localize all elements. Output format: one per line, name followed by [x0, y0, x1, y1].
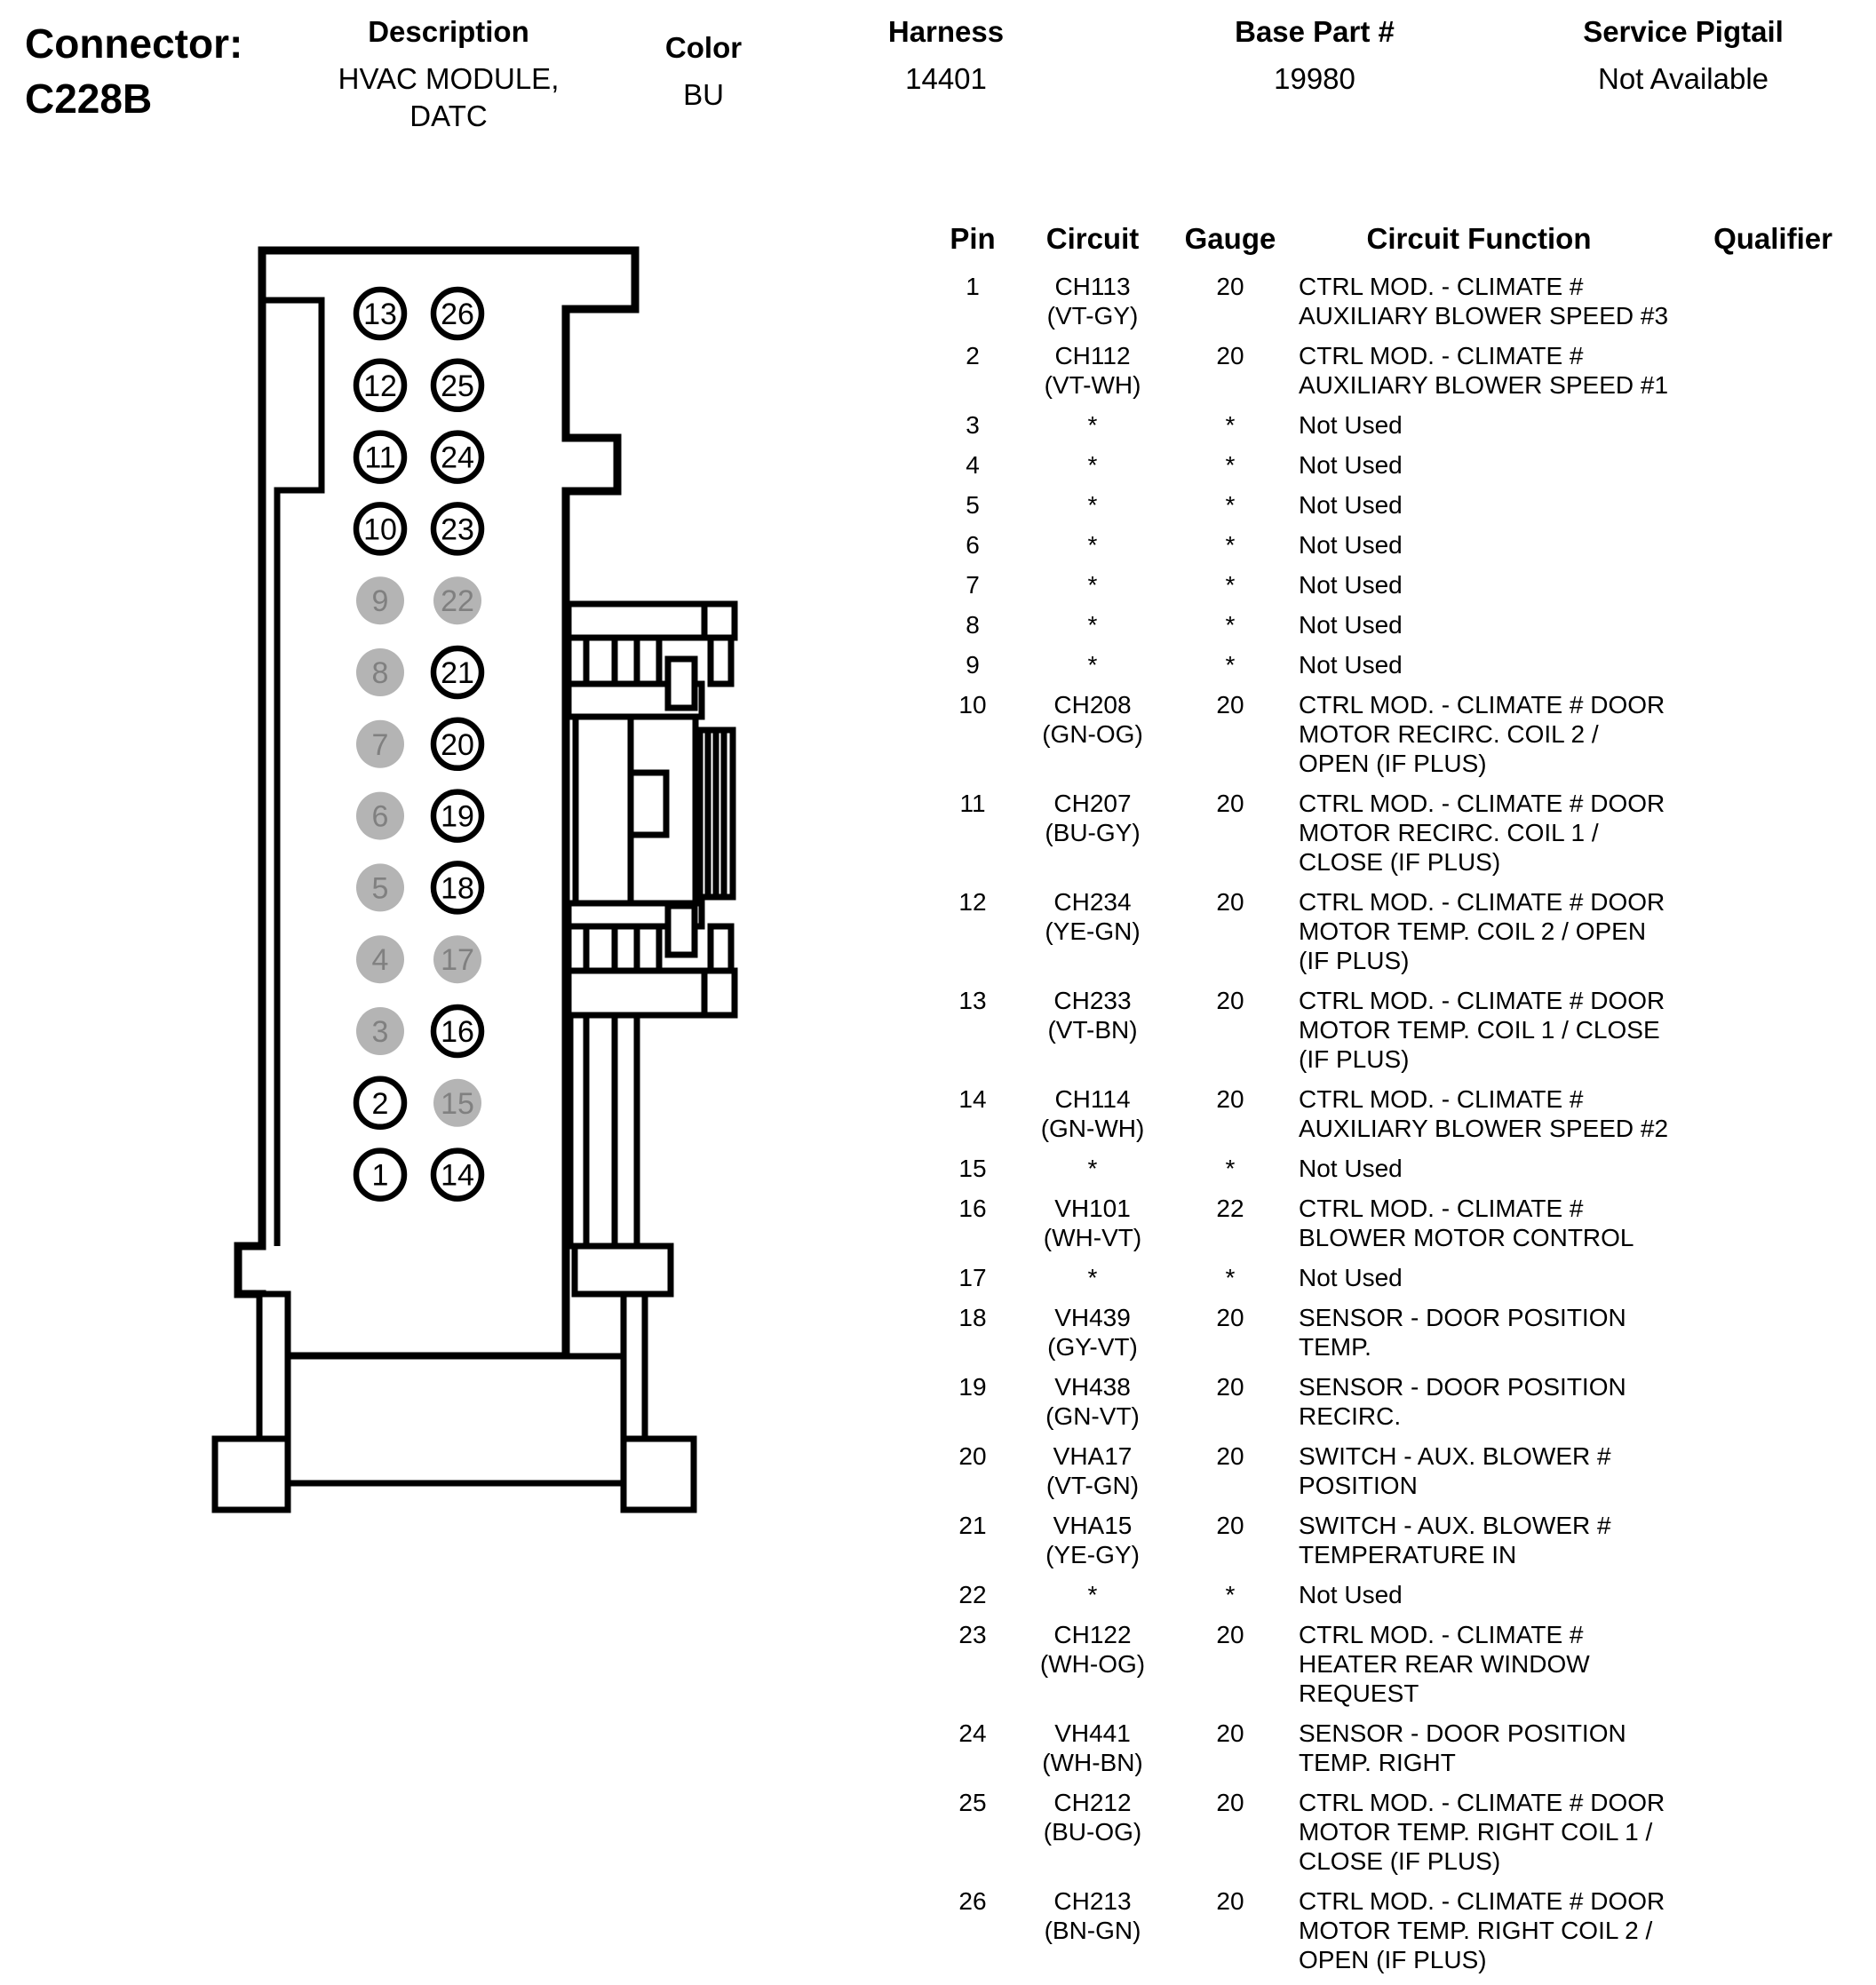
col-header-pin: Pin — [950, 222, 996, 255]
pin-26 — [433, 290, 481, 337]
table-row-pin-26 — [933, 1886, 1876, 1974]
gauge-cell: 20 — [1216, 342, 1244, 369]
qualifier-cell — [1670, 610, 1876, 639]
svg-text:15: 15 — [441, 1086, 474, 1121]
pin-number-cell: 10 — [958, 691, 987, 719]
pin-number-cell: 19 — [958, 1373, 987, 1401]
pin-number-cell: 25 — [958, 1789, 987, 1816]
col-header-gauge: Gauge — [1184, 222, 1276, 255]
pin-14 — [433, 1151, 481, 1199]
circuit-function-cell: CTRL MOD. - CLIMATE # BLOWER MOTOR CONTROL — [1299, 1195, 1634, 1251]
table-row-pin-10 — [933, 690, 1876, 778]
circuit-function-cell: Not Used — [1299, 611, 1403, 639]
pin-19 — [433, 792, 481, 840]
pin-4-unused — [356, 935, 404, 983]
circuit-function-cell: CTRL MOD. - CLIMATE # AUXILIARY BLOWER SPEED #3 — [1299, 273, 1669, 330]
circuit-cell: CH113 (VT-GY) — [1046, 273, 1139, 330]
circuit-function-cell: CTRL MOD. - CLIMATE # DOOR MOTOR TEMP. RIGHT COIL 1 / CLOSE (IF PLUS) — [1299, 1789, 1665, 1875]
circuit-cell: CH213 (BN-GN) — [1044, 1887, 1141, 1944]
pin-number-cell: 12 — [958, 888, 987, 916]
table-row-pin-9 — [933, 650, 1876, 679]
svg-text:9: 9 — [371, 584, 389, 619]
circuit-cell: * — [1087, 1264, 1098, 1291]
svg-text:3: 3 — [371, 1015, 389, 1049]
svg-text:23: 23 — [441, 512, 474, 547]
gauge-cell: 20 — [1216, 1719, 1244, 1747]
svg-text:8: 8 — [371, 656, 389, 690]
table-row-pin-20 — [933, 1441, 1876, 1500]
pin-number-cell: 15 — [958, 1155, 987, 1182]
circuit-cell: VH439 (GY-VT) — [1047, 1304, 1138, 1361]
pin-15-unused — [433, 1079, 481, 1127]
circuit-function-cell: Not Used — [1299, 1155, 1403, 1182]
table-row-pin-18 — [933, 1303, 1876, 1362]
circuit-function-cell: CTRL MOD. - CLIMATE # AUXILIARY BLOWER SPEED #1 — [1299, 342, 1669, 399]
pin-7-unused — [356, 720, 404, 768]
harness-value: 14401 — [905, 62, 987, 96]
qualifier-cell — [1670, 1511, 1876, 1569]
gauge-cell: 22 — [1216, 1195, 1244, 1222]
service-pigtail-value: Not Available — [1597, 62, 1769, 96]
table-row-pin-25 — [933, 1788, 1876, 1876]
pin-table — [933, 222, 1876, 1985]
pin-18 — [433, 863, 481, 911]
circuit-function-cell: CTRL MOD. - CLIMATE # DOOR MOTOR RECIRC. COIL 2 / OPEN (IF PLUS) — [1299, 691, 1665, 777]
circuit-function-cell: Not Used — [1299, 411, 1403, 439]
qualifier-cell — [1670, 530, 1876, 560]
circuit-function-cell: CTRL MOD. - CLIMATE # DOOR MOTOR RECIRC. COIL 1 / CLOSE (IF PLUS) — [1299, 790, 1665, 876]
connector-label: Connector: — [25, 20, 243, 67]
pin-2 — [356, 1079, 404, 1127]
pin-number-cell: 18 — [958, 1304, 987, 1331]
pin-number-cell: 17 — [958, 1264, 987, 1291]
qualifier-cell — [1670, 450, 1876, 480]
circuit-cell: * — [1087, 611, 1098, 639]
circuit-cell: CH212 (BU-OG) — [1043, 1789, 1142, 1846]
circuit-cell: * — [1087, 491, 1098, 519]
pin-number-cell: 24 — [958, 1719, 987, 1747]
circuit-cell: CH114 (GN-WH) — [1040, 1085, 1145, 1142]
svg-text:5: 5 — [371, 871, 389, 906]
description-label: Description — [368, 15, 529, 48]
circuit-cell: CH208 (GN-OG) — [1042, 691, 1143, 748]
gauge-cell: 20 — [1216, 1887, 1244, 1915]
gauge-cell: * — [1225, 1264, 1236, 1291]
circuit-cell: VHA17 (VT-GN) — [1045, 1442, 1140, 1499]
circuit-function-cell: CTRL MOD. - CLIMATE # DOOR MOTOR TEMP. RIGHT COIL 2 / OPEN (IF PLUS) — [1299, 1887, 1665, 1973]
qualifier-cell — [1670, 1154, 1876, 1183]
circuit-function-cell: CTRL MOD. - CLIMATE # DOOR MOTOR TEMP. COIL 1 / CLOSE (IF PLUS) — [1299, 987, 1665, 1073]
table-row-pin-15 — [933, 1154, 1876, 1183]
circuit-cell: * — [1087, 451, 1098, 479]
qualifier-cell — [1670, 1303, 1876, 1362]
gauge-cell: * — [1225, 1155, 1236, 1182]
gauge-cell: 20 — [1216, 691, 1244, 719]
pin-number-cell: 1 — [966, 273, 980, 300]
gauge-cell: 20 — [1216, 1085, 1244, 1113]
pin-8-unused — [356, 648, 404, 696]
table-row-pin-5 — [933, 490, 1876, 520]
pin-12 — [356, 361, 404, 409]
qualifier-cell — [1670, 789, 1876, 877]
table-row-pin-24 — [933, 1719, 1876, 1777]
pin-number-cell: 11 — [959, 790, 986, 817]
table-row-pin-21 — [933, 1511, 1876, 1569]
circuit-function-cell: CTRL MOD. - CLIMATE # AUXILIARY BLOWER SPEED #2 — [1299, 1085, 1669, 1142]
circuit-function-cell: Not Used — [1299, 531, 1403, 559]
qualifier-cell — [1670, 1263, 1876, 1292]
pin-number-cell: 16 — [958, 1195, 987, 1222]
circuit-function-cell: CTRL MOD. - CLIMATE # DOOR MOTOR TEMP. COIL 2 / OPEN (IF PLUS) — [1299, 888, 1665, 974]
circuit-function-cell: SENSOR - DOOR POSITION RECIRC. — [1299, 1373, 1626, 1430]
gauge-cell: 20 — [1216, 790, 1244, 817]
table-row-pin-8 — [933, 610, 1876, 639]
qualifier-cell — [1670, 1620, 1876, 1708]
pin-number-cell: 26 — [958, 1887, 987, 1915]
pin-number-cell: 20 — [958, 1442, 987, 1470]
gauge-cell: * — [1225, 611, 1236, 639]
table-row-pin-6 — [933, 530, 1876, 560]
svg-text:14: 14 — [441, 1158, 474, 1193]
qualifier-cell — [1670, 490, 1876, 520]
gauge-cell: * — [1225, 571, 1236, 599]
gauge-cell: 20 — [1216, 1442, 1244, 1470]
header-color — [632, 32, 775, 114]
circuit-function-cell: Not Used — [1299, 1581, 1403, 1608]
table-body — [933, 272, 1876, 1974]
gauge-cell: 20 — [1216, 1512, 1244, 1539]
base-part-label: Base Part # — [1235, 15, 1395, 48]
svg-text:24: 24 — [441, 441, 474, 475]
circuit-function-cell: Not Used — [1299, 1264, 1403, 1291]
circuit-cell: * — [1087, 651, 1098, 679]
pin-number-cell: 2 — [966, 342, 980, 369]
pin-20 — [433, 720, 481, 768]
svg-text:12: 12 — [363, 369, 397, 403]
pin-number-cell: 3 — [966, 411, 980, 439]
pin-number-cell: 22 — [958, 1581, 987, 1608]
svg-text:6: 6 — [371, 799, 389, 834]
header-service-pigtail — [1541, 16, 1825, 98]
gauge-cell: * — [1225, 491, 1236, 519]
service-pigtail-label: Service Pigtail — [1583, 15, 1784, 48]
circuit-function-cell: SWITCH - AUX. BLOWER # POSITION — [1299, 1442, 1611, 1499]
gauge-cell: 20 — [1216, 1789, 1244, 1816]
svg-text:22: 22 — [441, 584, 474, 619]
pin-16 — [433, 1007, 481, 1055]
qualifier-cell — [1670, 1084, 1876, 1143]
pin-number-cell: 9 — [966, 651, 980, 679]
connector-diagram — [160, 204, 817, 1572]
circuit-cell: CH207 (BU-GY) — [1045, 790, 1141, 846]
color-value: BU — [683, 78, 724, 112]
svg-text:2: 2 — [371, 1086, 389, 1121]
pin-25 — [433, 361, 481, 409]
circuit-function-cell: CTRL MOD. - CLIMATE # HEATER REAR WINDOW REQUEST — [1299, 1621, 1590, 1707]
svg-text:19: 19 — [441, 799, 474, 834]
circuit-function-cell: SWITCH - AUX. BLOWER # TEMPERATURE IN — [1299, 1512, 1611, 1568]
svg-text:16: 16 — [441, 1015, 474, 1049]
pin-number-cell: 14 — [958, 1085, 987, 1113]
svg-text:4: 4 — [371, 943, 389, 978]
header-base-part — [1172, 16, 1457, 98]
header-description — [329, 16, 568, 134]
circuit-cell: VHA15 (YE-GY) — [1045, 1512, 1140, 1568]
circuit-cell: CH122 (WH-OG) — [1039, 1621, 1146, 1678]
gauge-cell: * — [1225, 1581, 1236, 1608]
qualifier-cell — [1670, 986, 1876, 1074]
qualifier-cell — [1670, 1580, 1876, 1609]
gauge-cell: 20 — [1216, 1621, 1244, 1648]
pin-number-cell: 13 — [958, 987, 987, 1014]
pin-11 — [356, 433, 404, 481]
svg-text:18: 18 — [441, 871, 474, 906]
gauge-cell: 20 — [1216, 987, 1244, 1014]
circuit-cell: * — [1087, 531, 1098, 559]
pin-24 — [433, 433, 481, 481]
pin-22-unused — [433, 576, 481, 624]
col-header-circuit-function: Circuit Function — [1366, 222, 1592, 255]
circuit-cell: CH234 (YE-GN) — [1045, 888, 1141, 945]
pin-17-unused — [433, 935, 481, 983]
circuit-cell: * — [1087, 571, 1098, 599]
gauge-cell: * — [1225, 451, 1236, 479]
circuit-cell: CH112 (VT-WH) — [1044, 342, 1141, 399]
pin-5-unused — [356, 863, 404, 911]
svg-text:21: 21 — [441, 656, 474, 690]
pin-number-cell: 6 — [966, 531, 980, 559]
gauge-cell: 20 — [1216, 1304, 1244, 1331]
circuit-function-cell: SENSOR - DOOR POSITION TEMP. — [1299, 1304, 1626, 1361]
gauge-cell: 20 — [1216, 273, 1244, 300]
table-header-row — [933, 222, 1876, 256]
qualifier-cell — [1670, 410, 1876, 440]
svg-text:17: 17 — [441, 943, 474, 978]
pin-number-cell: 4 — [966, 451, 980, 479]
svg-text:7: 7 — [371, 727, 389, 762]
gauge-cell: * — [1225, 411, 1236, 439]
circuit-cell: VH441 (WH-BN) — [1042, 1719, 1143, 1776]
svg-text:25: 25 — [441, 369, 474, 403]
circuit-cell: * — [1087, 1155, 1098, 1182]
svg-text:11: 11 — [364, 441, 396, 475]
table-row-pin-19 — [933, 1372, 1876, 1431]
table-row-pin-16 — [933, 1194, 1876, 1252]
circuit-cell: VH101 (WH-VT) — [1043, 1195, 1142, 1251]
pin-21 — [433, 648, 481, 696]
circuit-function-cell: Not Used — [1299, 491, 1403, 519]
table-row-pin-13 — [933, 986, 1876, 1074]
table-row-pin-23 — [933, 1620, 1876, 1708]
pin-number-cell: 23 — [958, 1621, 987, 1648]
table-row-pin-3 — [933, 410, 1876, 440]
qualifier-cell — [1670, 1441, 1876, 1500]
table-row-pin-4 — [933, 450, 1876, 480]
circuit-function-cell: Not Used — [1299, 651, 1403, 679]
qualifier-cell — [1670, 1372, 1876, 1431]
connector-id: C228B — [25, 75, 153, 123]
latch-assembly — [568, 604, 735, 1015]
base-part-value: 19980 — [1274, 62, 1355, 96]
col-header-qualifier: Qualifier — [1713, 222, 1832, 255]
qualifier-cell — [1670, 272, 1876, 330]
gauge-cell: * — [1225, 651, 1236, 679]
circuit-cell: VH438 (GN-VT) — [1045, 1373, 1140, 1430]
circuit-cell: CH233 (VT-BN) — [1047, 987, 1138, 1044]
qualifier-cell — [1670, 341, 1876, 400]
table-row-pin-22 — [933, 1580, 1876, 1609]
pin-10 — [356, 504, 404, 552]
qualifier-cell — [1670, 1194, 1876, 1252]
pin-3-unused — [356, 1007, 404, 1055]
svg-text:13: 13 — [363, 298, 397, 331]
circuit-function-cell: SENSOR - DOOR POSITION TEMP. RIGHT — [1299, 1719, 1626, 1776]
connector-title — [25, 16, 242, 126]
circuit-cell: * — [1087, 1581, 1098, 1608]
pin-number-cell: 7 — [966, 571, 980, 599]
qualifier-cell — [1670, 690, 1876, 778]
svg-text:10: 10 — [363, 512, 397, 547]
qualifier-cell — [1670, 1788, 1876, 1876]
svg-text:20: 20 — [441, 727, 474, 762]
description-value: HVAC MODULE, DATC — [338, 62, 560, 132]
gauge-cell: * — [1225, 531, 1236, 559]
gauge-cell: 20 — [1216, 888, 1244, 916]
table-row-pin-2 — [933, 341, 1876, 400]
table-row-pin-11 — [933, 789, 1876, 877]
circuit-function-cell: Not Used — [1299, 571, 1403, 599]
qualifier-cell — [1670, 887, 1876, 975]
pin-23 — [433, 504, 481, 552]
svg-text:1: 1 — [371, 1158, 389, 1193]
pin-13 — [356, 290, 404, 337]
pin-6-unused — [356, 792, 404, 840]
harness-label: Harness — [887, 15, 1005, 48]
header-harness — [826, 16, 1066, 98]
qualifier-cell — [1670, 570, 1876, 599]
qualifier-cell — [1670, 650, 1876, 679]
pin-number-cell: 5 — [966, 491, 980, 519]
table-row-pin-14 — [933, 1084, 1876, 1143]
color-label: Color — [664, 31, 743, 64]
pin-1 — [356, 1151, 404, 1199]
gauge-cell: 20 — [1216, 1373, 1244, 1401]
qualifier-cell — [1670, 1886, 1876, 1974]
table-row-pin-17 — [933, 1263, 1876, 1292]
table-row-pin-7 — [933, 570, 1876, 599]
circuit-function-cell: Not Used — [1299, 451, 1403, 479]
qualifier-cell — [1670, 1719, 1876, 1777]
table-row-pin-1 — [933, 272, 1876, 330]
col-header-circuit: Circuit — [1045, 222, 1140, 255]
pin-9-unused — [356, 576, 404, 624]
table-row-pin-12 — [933, 887, 1876, 975]
pin-number-cell: 21 — [958, 1512, 987, 1539]
circuit-cell: * — [1087, 411, 1098, 439]
pin-number-cell: 8 — [966, 611, 980, 639]
svg-text:26: 26 — [441, 298, 474, 331]
